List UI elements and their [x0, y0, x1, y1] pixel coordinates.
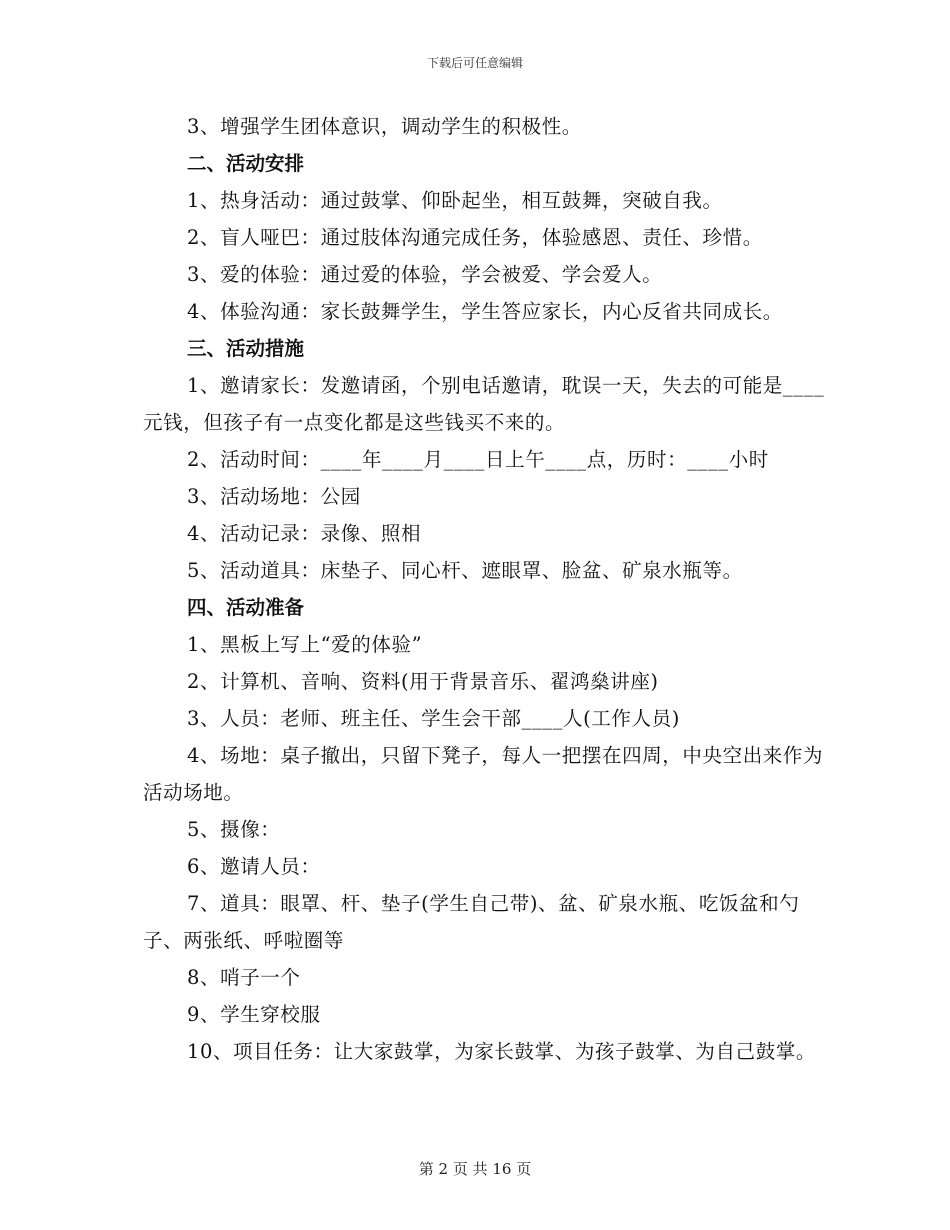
paragraph: 4、场地：桌子撤出，只留下凳子，每人一把摆在四周，中央空出来作为活动场地。 — [143, 744, 824, 804]
paragraph: 1、邀请家长：发邀请函，个别电话邀请，耽误一天，失去的可能是____元钱，但孩子有一点变化都是这些钱买不来的。 — [143, 374, 825, 434]
paragraph: 10、项目任务：让大家鼓掌，为家长鼓掌、为孩子鼓掌、为自己鼓掌。 — [187, 1040, 817, 1063]
document-body — [143, 108, 825, 1070]
page-header: 下载后可任意编辑 — [426, 56, 523, 70]
paragraph: 4、体验沟通：家长鼓舞学生，学生答应家长，内心反省共同成长。 — [187, 300, 783, 323]
paragraph: 6、邀请人员： — [187, 855, 321, 878]
paragraph: 3、增强学生团体意识，调动学生的积极性。 — [187, 115, 582, 138]
section-heading: 四、活动准备 — [187, 596, 305, 619]
paragraph: 3、爱的体验：通过爱的体验，学会被爱、学会爱人。 — [187, 263, 663, 286]
section-heading: 三、活动措施 — [187, 337, 305, 360]
paragraph: 4、活动记录：录像、照相 — [187, 522, 422, 545]
paragraph: 7、道具：眼罩、杆、垫子(学生自己带)、盆、矿泉水瓶、吃饭盆和勺子、两张纸、呼啦圈等 — [143, 892, 800, 952]
paragraph: 9、学生穿校服 — [187, 1003, 321, 1026]
page-footer: 第 2 页 共 16 页 — [418, 1160, 532, 1178]
paragraph: 5、活动道具：床垫子、同心杆、遮眼罩、脸盆、矿泉水瓶等。 — [187, 559, 743, 582]
paragraph: 3、人员：老师、班主任、学生会干部____人(工作人员) — [187, 707, 680, 730]
paragraph: 2、活动时间：____年____月____日上午____点，历时：____小时 — [187, 448, 769, 471]
paragraph: 1、热身活动：通过鼓掌、仰卧起坐，相互鼓舞，突破自我。 — [187, 189, 723, 212]
paragraph: 5、摄像： — [187, 818, 281, 841]
paragraph: 3、活动场地：公园 — [187, 485, 361, 508]
section-heading: 二、活动安排 — [187, 152, 305, 175]
paragraph: 8、哨子一个 — [187, 966, 301, 989]
paragraph: 2、盲人哑巴：通过肢体沟通完成任务，体验感恩、责任、珍惜。 — [187, 226, 763, 249]
paragraph: 2、计算机、音响、资料(用于背景音乐、翟鸿燊讲座) — [187, 670, 659, 693]
paragraph: 1、黑板上写上“爱的体验” — [187, 633, 423, 656]
